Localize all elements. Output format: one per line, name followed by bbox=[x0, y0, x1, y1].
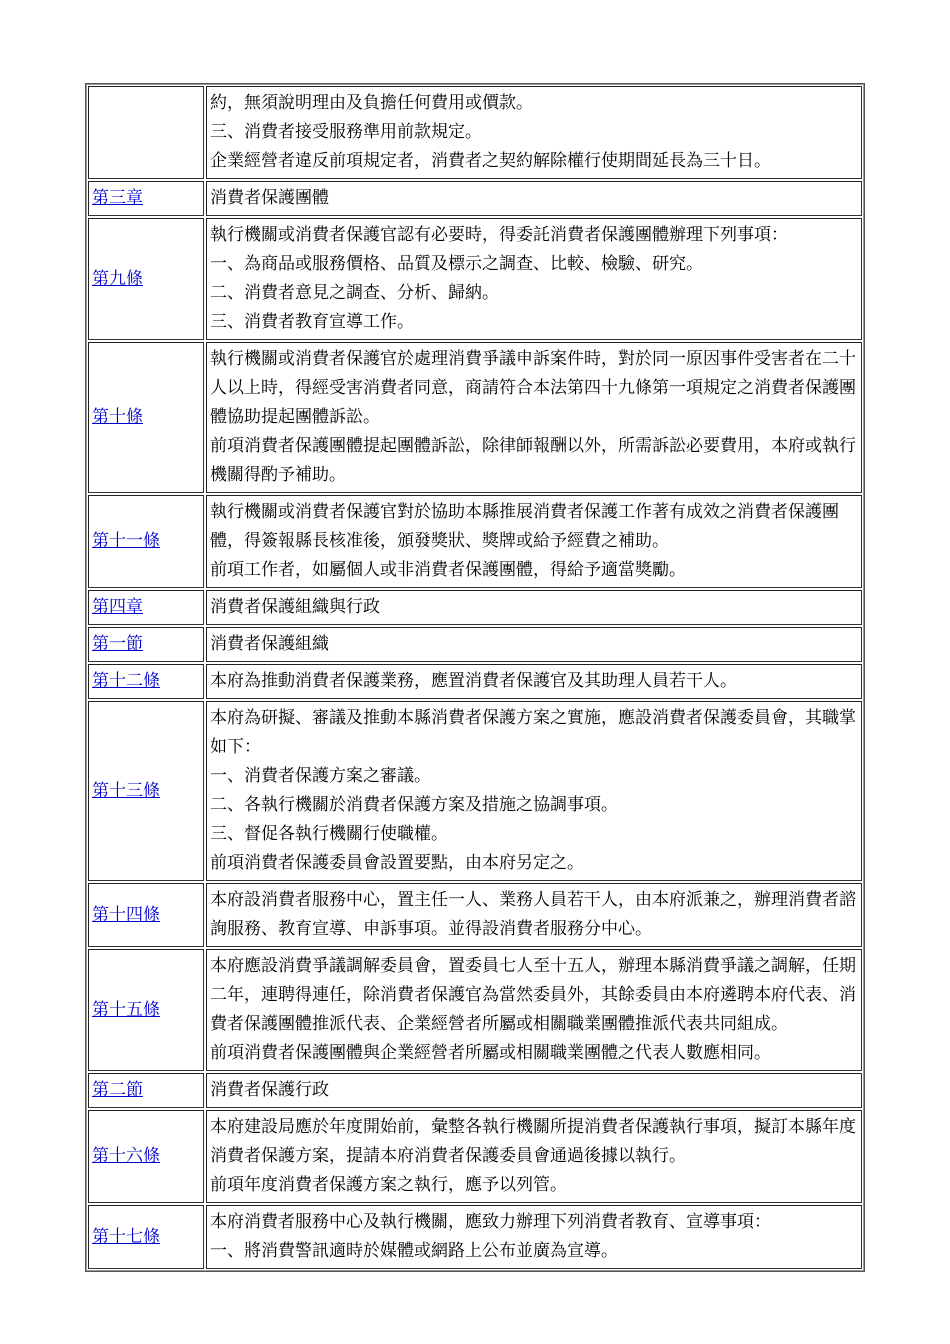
article-text-line: 一、消費者保護方案之審議。 bbox=[210, 766, 431, 786]
article-label-cell bbox=[88, 590, 204, 625]
article-content-cell bbox=[206, 86, 862, 179]
article-text-line: 執行機關或消費者保護官認有必要時，得委託消費者保護團體辦理下列事項： bbox=[210, 225, 788, 245]
article-content-cell bbox=[206, 701, 862, 881]
article-content-cell bbox=[206, 1205, 862, 1269]
article-text-line: 執行機關或消費者保護官於處理消費爭議申訴案件時，對於同一原因事件受害者在二十人以上時，得經受害消費者同意，商請符合本法第四十九條第一項規定之消費者保護團體協助提起團體訴訟。 bbox=[210, 349, 856, 427]
article-label-cell bbox=[88, 1073, 204, 1108]
article-text-line: 消費者保護組織與行政 bbox=[210, 597, 380, 617]
table-row bbox=[88, 627, 862, 662]
article-text-line: 消費者保護團體 bbox=[210, 188, 329, 208]
article-label-cell bbox=[88, 664, 204, 699]
article-link[interactable]: 第四章 bbox=[92, 597, 143, 617]
article-label-cell bbox=[88, 627, 204, 662]
article-link[interactable]: 第十四條 bbox=[92, 904, 160, 925]
regulation-table bbox=[85, 83, 865, 1272]
table-row bbox=[88, 181, 862, 216]
article-link[interactable]: 第九條 bbox=[92, 268, 143, 289]
article-text-line: 消費者保護組織 bbox=[210, 634, 329, 654]
article-text-line: 企業經營者違反前項規定者，消費者之契約解除權行使期間延長為三十日。 bbox=[210, 151, 771, 171]
article-label-cell bbox=[88, 218, 204, 340]
article-link[interactable]: 第十條 bbox=[92, 407, 143, 427]
article-text-line: 前項消費者保護委員會設置要點，由本府另定之。 bbox=[210, 853, 584, 873]
article-link[interactable]: 第十七條 bbox=[92, 1226, 160, 1247]
article-label-cell bbox=[88, 883, 204, 947]
article-text-line: 三、消費者教育宣導工作。 bbox=[210, 312, 414, 332]
article-link[interactable]: 第十五條 bbox=[92, 999, 160, 1020]
article-label-cell bbox=[88, 495, 204, 588]
article-content-cell bbox=[206, 495, 862, 588]
article-link[interactable]: 第十六條 bbox=[92, 1146, 160, 1166]
table-row bbox=[88, 218, 862, 340]
article-text-line: 消費者保護行政 bbox=[210, 1080, 329, 1100]
article-link[interactable]: 第二節 bbox=[92, 1080, 143, 1100]
article-text-line: 前項工作者，如屬個人或非消費者保護團體，得給予適當獎勵。 bbox=[210, 560, 686, 580]
article-text-line: 本府應設消費爭議調解委員會，置委員七人至十五人，辦理本縣消費爭議之調解，任期二年，連聘得連任，除消費者保護官為當然委員外，其餘委員由本府遴聘本府代表、消費者保護團體推派代表、企業經營者所屬或相關職業團體推派代表共同組成。 bbox=[210, 956, 856, 1034]
article-content-cell bbox=[206, 181, 862, 216]
table-row bbox=[88, 86, 862, 179]
article-text-line: 三、督促各執行機關行使職權。 bbox=[210, 824, 448, 844]
article-content-cell bbox=[206, 590, 862, 625]
article-content-cell bbox=[206, 342, 862, 493]
article-content-cell bbox=[206, 949, 862, 1071]
article-text-line: 本府為推動消費者保護業務，應置消費者保護官及其助理人員若干人。 bbox=[210, 671, 737, 691]
article-text-line: 本府消費者服務中心及執行機關，應致力辦理下列消費者教育、宣導事項： bbox=[210, 1212, 771, 1232]
article-text-line: 前項年度消費者保護方案之執行，應予以列管。 bbox=[210, 1175, 567, 1195]
article-content-cell bbox=[206, 883, 862, 947]
article-content-cell bbox=[206, 664, 862, 699]
article-text-line: 約，無須說明理由及負擔任何費用或價款。 bbox=[210, 93, 533, 113]
article-text-line: 本府建設局應於年度開始前，彙整各執行機關所提消費者保護執行事項，擬訂本縣年度消費者保護方案，提請本府消費者保護委員會通過後據以執行。 bbox=[210, 1117, 856, 1166]
article-text-line: 一、將消費警訊適時於媒體或網路上公布並廣為宣導。 bbox=[210, 1241, 618, 1261]
table-row bbox=[88, 1073, 862, 1108]
table-row bbox=[88, 883, 862, 947]
article-text-line: 執行機關或消費者保護官對於協助本縣推展消費者保護工作著有成效之消費者保護團體，得簽報縣長核准後，頒發獎狀、獎牌或給予經費之補助。 bbox=[210, 502, 839, 551]
table-row bbox=[88, 590, 862, 625]
article-text-line: 一、為商品或服務價格、品質及標示之調查、比較、檢驗、研究。 bbox=[210, 254, 703, 274]
article-label-cell bbox=[88, 701, 204, 881]
table-row bbox=[88, 1205, 862, 1269]
article-text-line: 本府設消費者服務中心，置主任一人、業務人員若干人，由本府派兼之，辦理消費者諮詢服務、教育宣導、申訴事項。並得設消費者服務分中心。 bbox=[210, 890, 856, 939]
table-row bbox=[88, 342, 862, 493]
article-text-line: 前項消費者保護團體與企業經營者所屬或相關職業團體之代表人數應相同。 bbox=[210, 1043, 771, 1063]
article-text-line: 前項消費者保護團體提起團體訴訟，除律師報酬以外，所需訴訟必要費用，本府或執行機關得酌予補助。 bbox=[210, 436, 856, 485]
article-text-line: 本府為研擬、審議及推動本縣消費者保護方案之實施，應設消費者保護委員會，其職掌如下： bbox=[210, 708, 856, 757]
article-link[interactable]: 第一節 bbox=[92, 634, 143, 654]
article-label-cell bbox=[88, 949, 204, 1071]
article-label-cell bbox=[88, 342, 204, 493]
table-row bbox=[88, 664, 862, 699]
article-content-cell bbox=[206, 627, 862, 662]
article-content-cell bbox=[206, 1110, 862, 1203]
article-link[interactable]: 第十三條 bbox=[92, 780, 160, 801]
article-content-cell bbox=[206, 1073, 862, 1108]
article-text-line: 二、各執行機關於消費者保護方案及措施之協調事項。 bbox=[210, 795, 618, 815]
article-link[interactable]: 第十二條 bbox=[92, 671, 160, 691]
article-text-line: 二、消費者意見之調查、分析、歸納。 bbox=[210, 283, 499, 303]
article-link[interactable]: 第三章 bbox=[92, 188, 143, 208]
article-label-cell bbox=[88, 181, 204, 216]
article-text-line: 三、消費者接受服務準用前款規定。 bbox=[210, 122, 482, 142]
article-label-cell bbox=[88, 1205, 204, 1269]
article-content-cell bbox=[206, 218, 862, 340]
article-label-cell bbox=[88, 86, 204, 179]
article-label-cell bbox=[88, 1110, 204, 1203]
article-link[interactable]: 第十一條 bbox=[92, 531, 160, 551]
table-row bbox=[88, 1110, 862, 1203]
table-row bbox=[88, 701, 862, 881]
table-row bbox=[88, 949, 862, 1071]
regulation-table-body bbox=[88, 86, 862, 1269]
table-row bbox=[88, 495, 862, 588]
